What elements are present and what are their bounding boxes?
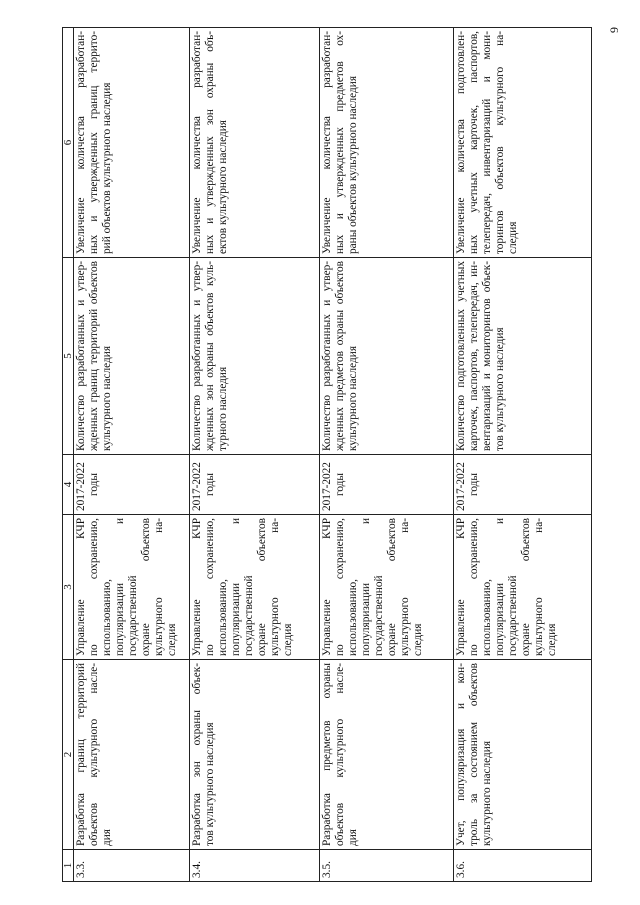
period-cell <box>190 455 320 515</box>
measure-name-cell <box>74 660 190 850</box>
executor-line: популяризации и <box>360 518 372 656</box>
executor-line: Управление КЧР <box>75 518 87 656</box>
measure-name-line: тов культурного наследия <box>204 722 216 846</box>
expected-result-line: Увеличение количества разработан- <box>191 31 203 254</box>
executor-line: использованию, <box>217 579 229 656</box>
row-number-cell: 3.4. <box>190 850 320 882</box>
page-number: 9 <box>607 27 621 33</box>
executor-line: культурного на- <box>399 518 411 656</box>
executor-line: культурного на- <box>533 518 545 656</box>
period-cell <box>454 455 592 515</box>
table-row <box>454 28 592 882</box>
executor-line: по сохранению, <box>334 518 346 656</box>
executor-line: следия <box>546 623 558 656</box>
executor-line: государственной <box>373 575 385 656</box>
indicator-cell <box>74 258 190 455</box>
expected-result-line: ных учетных карточек, паспортов, <box>468 31 480 254</box>
expected-result-line: рий объектов культурного наследия <box>101 82 113 254</box>
indicator-line: жденных границ территорий объектов <box>88 261 100 451</box>
measure-name-line: объектов культурного насле- <box>334 663 346 846</box>
measure-name-cell <box>190 660 320 850</box>
expected-result-line: ектов культурного наследия <box>217 120 229 254</box>
expected-result-line: Увеличение количества разработан- <box>75 31 87 254</box>
period-cell <box>74 455 190 515</box>
indicator-line: культурного наследия <box>347 345 359 451</box>
indicator-line: Количество разработанных и утвер- <box>191 261 203 451</box>
indicator-cell <box>320 258 454 455</box>
indicator-line: турного наследия <box>217 366 229 451</box>
executor-cell <box>454 515 592 660</box>
executor-line: следия <box>412 623 424 656</box>
program-measures-table <box>62 27 592 882</box>
expected-result-line: торингов объектов культурного на- <box>494 31 506 254</box>
executor-line: использованию, <box>481 579 493 656</box>
expected-result-line: Увеличение количества разработан- <box>321 31 333 254</box>
expected-result-line: телепередач, инвентаризаций и мони- <box>481 31 493 254</box>
indicator-line: жденных зон охраны объектов куль- <box>204 261 216 451</box>
expected-result-line: ных и утвержденных границ террито- <box>88 31 100 254</box>
measure-name-line: Разработка зон охраны объек- <box>191 663 203 846</box>
executor-line: охране объектов <box>386 518 398 656</box>
executor-line: охране объектов <box>520 518 532 656</box>
period-line: годы <box>88 473 100 497</box>
indicator-line: тов культурного наследия <box>494 327 506 451</box>
header-col-4: 4 <box>63 455 74 515</box>
executor-line: государственной <box>127 575 139 656</box>
indicator-line: вентаризаций и мониторингов объек- <box>481 261 493 451</box>
period-line: 2017-2022 <box>75 462 87 511</box>
row-number-cell: 3.6. <box>454 850 592 882</box>
indicator-line: карточек, паспортов, телепередач, ин- <box>468 261 480 451</box>
executor-cell <box>320 515 454 660</box>
header-row <box>63 28 74 882</box>
executor-line: использованию, <box>101 579 113 656</box>
header-col-5: 5 <box>63 258 74 455</box>
period-line: годы <box>468 473 480 497</box>
row-number-cell: 3.5. <box>320 850 454 882</box>
indicator-cell <box>190 258 320 455</box>
executor-line: охране объектов <box>256 518 268 656</box>
executor-line: использованию, <box>347 579 359 656</box>
period-line: 2017-2022 <box>321 462 333 511</box>
period-line: годы <box>204 473 216 497</box>
expected-result-cell <box>74 28 190 258</box>
header-col-1: 1 <box>63 850 74 882</box>
executor-line: Управление КЧР <box>321 518 333 656</box>
executor-line: Управление КЧР <box>191 518 203 656</box>
expected-result-line: ных и утвержденных предметов ох- <box>334 31 346 254</box>
executor-line: следия <box>166 623 178 656</box>
executor-line: по сохранению, <box>88 518 100 656</box>
executor-line: популяризации и <box>230 518 242 656</box>
period-cell <box>320 455 454 515</box>
expected-result-cell <box>454 28 592 258</box>
measure-name-line: троль за состоянием объектов <box>468 663 480 846</box>
period-line: годы <box>334 473 346 497</box>
expected-result-line: Увеличение количества подготовлен- <box>455 31 467 254</box>
row-number-cell: 3.3. <box>74 850 190 882</box>
executor-line: популяризации и <box>114 518 126 656</box>
executor-line: культурного на- <box>269 518 281 656</box>
table-row <box>190 28 320 882</box>
period-line: 2017-2022 <box>455 462 467 511</box>
period-line: 2017-2022 <box>191 462 203 511</box>
executor-line: государственной <box>243 575 255 656</box>
expected-result-cell <box>190 28 320 258</box>
executor-line: по сохранению, <box>468 518 480 656</box>
measure-name-cell <box>454 660 592 850</box>
executor-cell <box>190 515 320 660</box>
measure-name-line: объектов культурного насле- <box>88 663 100 846</box>
executor-cell <box>74 515 190 660</box>
measure-name-cell <box>320 660 454 850</box>
measure-name-line: Разработка границ территорий <box>75 663 87 846</box>
measure-name-line: Разработка предметов охраны <box>321 663 333 846</box>
table-row <box>74 28 190 882</box>
measure-name-line: культурного наследия <box>481 740 493 846</box>
executor-line: государственной <box>507 575 519 656</box>
executor-line: популяризации и <box>494 518 506 656</box>
header-col-6: 6 <box>63 28 74 258</box>
indicator-line: культурного наследия <box>101 345 113 451</box>
indicator-cell <box>454 258 592 455</box>
expected-result-line: раны объектов культурного наследия <box>347 75 359 254</box>
expected-result-line: ных и утвержденных зон охраны объ- <box>204 31 216 254</box>
executor-line: охране объектов <box>140 518 152 656</box>
executor-line: Управление КЧР <box>455 518 467 656</box>
executor-line: культурного на- <box>153 518 165 656</box>
expected-result-line: следия <box>507 221 519 254</box>
measure-name-line: Учет, популяризация и кон- <box>455 663 467 846</box>
indicator-line: Количество разработанных и утвер- <box>321 261 333 451</box>
header-col-3: 3 <box>63 515 74 660</box>
expected-result-cell <box>320 28 454 258</box>
measure-name-line: дия <box>347 829 359 846</box>
executor-line: следия <box>282 623 294 656</box>
indicator-line: Количество подготовленных учетных <box>455 261 467 451</box>
executor-line: по сохранению, <box>204 518 216 656</box>
indicator-line: Количество разработанных и утвер- <box>75 261 87 451</box>
header-col-2: 2 <box>63 660 74 850</box>
indicator-line: жденных предметов охраны объектов <box>334 261 346 451</box>
measure-name-line: дия <box>101 829 113 846</box>
table-row <box>320 28 454 882</box>
